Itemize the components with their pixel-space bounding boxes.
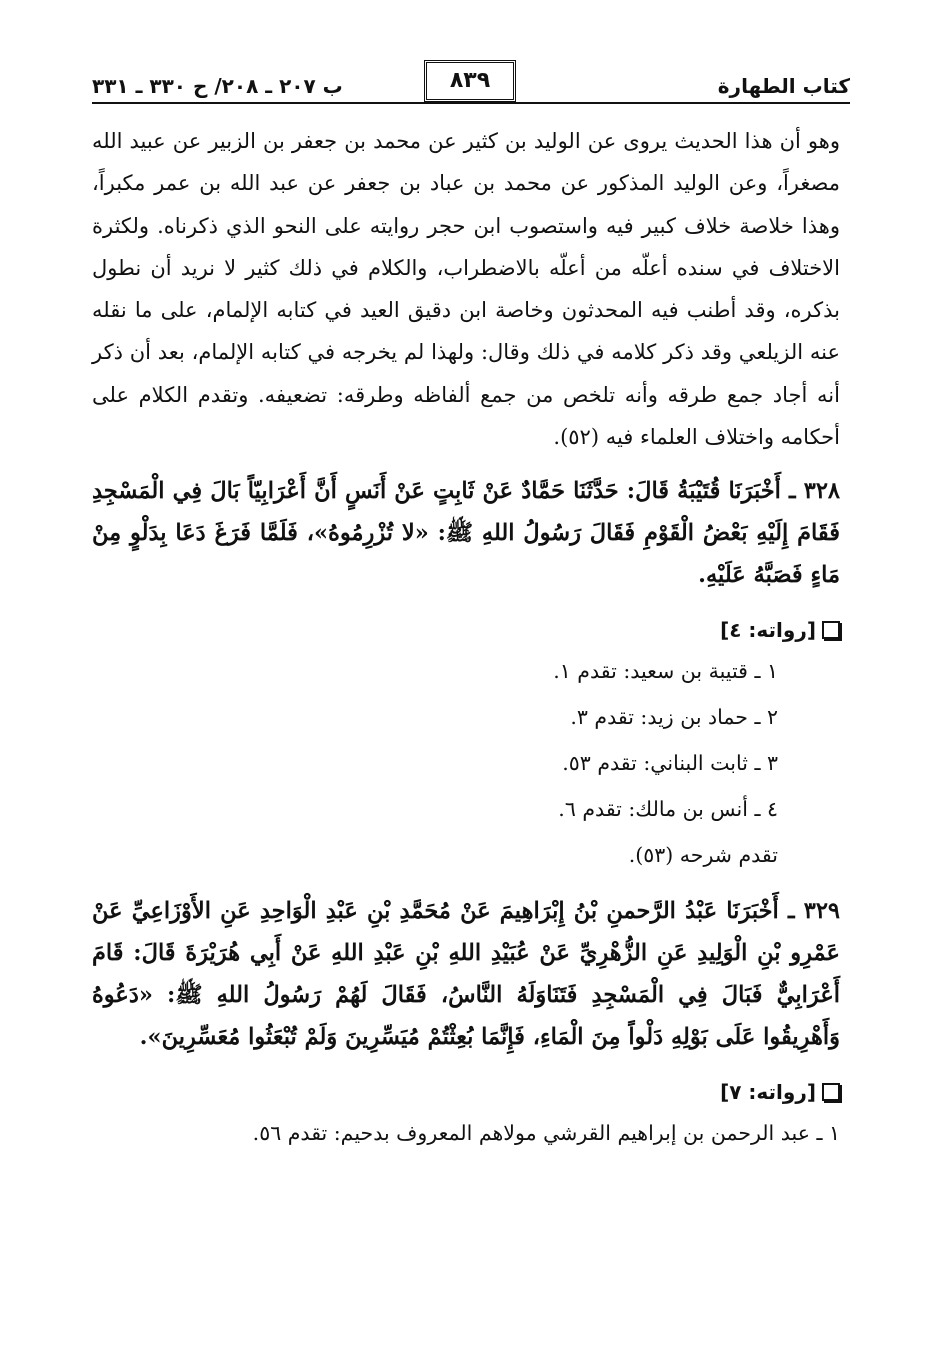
narrators-329-list xyxy=(92,1110,840,1156)
section-reference: ب ٢٠٧ ـ ٢٠٨/ ح ٣٣٠ ـ ٣٣١ xyxy=(92,74,343,98)
narrators-329-heading xyxy=(92,1080,840,1104)
narrators-328-list xyxy=(92,648,840,878)
hadith-328: ٣٢٨ ـ أَخْبَرَنَا قُتَيْبَةُ قَالَ: حَدَّثَنَا حَمَّادٌ عَنْ ثَابِتٍ عَنْ أَنَسٍ أَنَّ أَعْرَابِيّاً بَالَ فِي الْمَسْجِدِ فَقَامَ إِلَيْهِ بَعْضُ الْقَوْمِ فَقَالَ رَسُولُ اللهِ ﷺ: «لا تُزْرِمُوهُ»، فَلَمَّا فَرَغَ دَعَا بِدَلْوٍ مِنْ مَاءٍ فَصَبَّهُ عَلَيْهِ. xyxy=(92,478,840,589)
square-bullet-icon xyxy=(822,1083,840,1101)
commentary-note: تقدم شرحه (٥٣). xyxy=(628,843,778,868)
narrators-328-heading xyxy=(92,618,840,642)
square-bullet-icon xyxy=(822,621,840,639)
book-title: كتاب الطهارة xyxy=(717,74,850,98)
header-divider xyxy=(92,102,850,104)
hadith-329: ٣٢٩ ـ أَخْبَرَنَا عَبْدُ الرَّحمنِ بْنُ إِبْرَاهِيمَ عَنْ مُحَمَّدِ بْنِ عَبْدِ الْوَاحِدِ عَنِ الأَوْزَاعِيِّ عَنْ عَمْرِو بْنِ الْوَلِيدِ عَنِ الزُّهْرِيِّ عَنْ عُبَيْدِ اللهِ بْنِ عَبْدِ اللهِ عَنْ أَبِي هُرَيْرَةَ قَالَ: قَامَ أَعْرَابِيٌّ فَبَالَ فِي الْمَسْجِدِ فَتَنَاوَلَهُ النَّاسُ، فَقَالَ لَهُمْ رَسُولُ اللهِ ﷺ: «دَعُوهُ وَأَهْرِيقُوا عَلَى بَوْلِهِ دَلْواً مِنَ الْمَاءِ، فَإِنَّمَا بُعِثْتُمْ مُيَسِّرِينَ وَلَمْ تُبْعَثُوا مُعَسِّرِينَ». xyxy=(92,898,840,1051)
list-item: ١ ـ قتيبة بن سعيد: تقدم ١. xyxy=(553,659,778,684)
narrators-329-title: [رواته: ٧] xyxy=(720,1080,816,1105)
intro-paragraph: وهو أن هذا الحديث يروى عن الوليد بن كثير عن محمد بن جعفر بن الزبير عن عبيد الله مصغراً، وعن الوليد المذكور عن محمد بن عباد بن جعفر عن عبد الله بن عمر مكبراً، وهذا خلاصة خلاف كبير فيه واستصوب ابن حجر روايته على النحو الذي ذكرناه. ولكثرة الاختلاف في سنده أعلّه من أعلّه بالاضطراب، والكلام في ذلك كثير لا نريد أن نطول بذكره، وقد أطنب فيه المحدثون وخاصة ابن دقيق العيد في كتابه الإلمام، على ما نقله عنه الزيلعي وقد ذكر كلامه في ذلك وقال: ولهذا لم يخرجه في كتابه الإلمام، بعد أن ذكر أنه أجاد جمع طرقه وأنه تلخص من جمع ألفاظه وطرقه: تضعيفه. وتقدم الكلام على أحكامه واختلاف العلماء فيه (٥٢). xyxy=(92,129,840,450)
page-header xyxy=(92,58,850,102)
page-number: ٨٣٩ xyxy=(424,60,516,102)
narrators-328-title: [رواته: ٤] xyxy=(720,618,816,643)
list-item: ٣ ـ ثابت البناني: تقدم ٥٣. xyxy=(562,751,778,776)
list-item: ١ ـ عبد الرحمن بن إبراهيم القرشي مولاهم المعروف بدحيم: تقدم ٥٦. xyxy=(252,1121,840,1146)
list-item: ٢ ـ حماد بن زيد: تقدم ٣. xyxy=(570,705,778,730)
page-body xyxy=(92,120,840,1156)
list-item: ٤ ـ أنس بن مالك: تقدم ٦. xyxy=(558,797,778,822)
